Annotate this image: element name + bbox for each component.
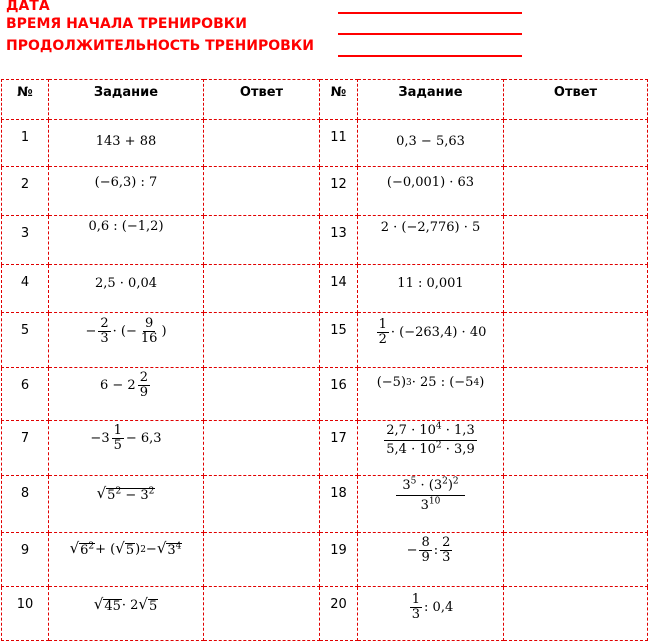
table-row [2, 533, 648, 587]
answer-cell[interactable] [504, 587, 648, 641]
answer-cell[interactable] [504, 265, 648, 313]
task-number: 10 [2, 587, 49, 641]
task-number: 18 [320, 476, 358, 533]
expr-part: : [433, 542, 439, 558]
start-time-label: ВРЕМЯ НАЧАЛА ТРЕНИРОВКИ [6, 16, 247, 32]
duration-label: ПРОДОЛЖИТЕЛЬНОСТЬ ТРЕНИРОВКИ [6, 38, 314, 54]
task-number: 1 [2, 120, 49, 167]
task-number: 20 [320, 587, 358, 641]
answer-cell[interactable] [204, 313, 320, 368]
date-label: ДАТА [6, 0, 50, 14]
task-number: 5 [2, 313, 49, 368]
task-expression [358, 313, 504, 368]
square-root: √ $5^2 - 3^2$ [96, 484, 155, 503]
task-expression: √ 45 · 2 √ 5 [49, 587, 204, 641]
radical-icon: √ [93, 595, 104, 613]
table-row [2, 368, 648, 421]
expr-part: 6 − 2 [100, 377, 136, 393]
expr-part: · (−263,4) · 40 [390, 324, 487, 340]
task-expression: (−6,3) : 7 [49, 167, 204, 216]
answer-cell[interactable] [204, 533, 320, 587]
fraction: $\frac{9}{16}$ [140, 316, 158, 346]
exercise-table [1, 79, 648, 641]
task-expression: 11 : 0,001 [358, 265, 504, 313]
fraction: $\frac{1}{5}$ [113, 423, 122, 453]
answer-cell[interactable] [504, 368, 648, 421]
task-expression [49, 313, 204, 368]
duration-underline-field[interactable] [338, 55, 522, 57]
expr-part: −3 [90, 430, 110, 446]
answer-cell[interactable] [504, 120, 648, 167]
fraction: $\frac{2}{3}$ [442, 535, 451, 565]
answer-cell[interactable] [504, 167, 648, 216]
answer-cell[interactable] [204, 476, 320, 533]
task-number: 14 [320, 265, 358, 313]
answer-cell[interactable] [204, 216, 320, 265]
task-expression: √ $6^2$ + ( √ 5 ) 2 − √ $3^4$ [49, 533, 204, 587]
expr-part: − [406, 542, 418, 558]
fraction: $\frac{1}{2}$ [378, 317, 387, 347]
answer-cell[interactable] [204, 265, 320, 313]
radical-icon: √ [156, 539, 167, 557]
fraction: $\frac{2}{9}$ [139, 370, 148, 400]
task-number: 9 [2, 533, 49, 587]
table-row [2, 216, 648, 265]
header-num-left: № [2, 80, 49, 120]
task-number: 11 [320, 120, 358, 167]
fraction: $\frac{8}{9}$ [421, 535, 430, 565]
task-expression [358, 533, 504, 587]
radical-icon: √ [138, 595, 148, 613]
task-expression: 0,3 − 5,63 [358, 120, 504, 167]
radical-icon: √ [69, 539, 80, 557]
square-root: √ $6^2$ [69, 539, 95, 558]
square-root: √ $3^4$ [156, 539, 182, 558]
table-row [2, 313, 648, 368]
answer-cell[interactable] [504, 476, 648, 533]
header-task-right: Задание [358, 80, 504, 120]
table-row [2, 476, 648, 533]
task-number: 7 [2, 421, 49, 476]
task-expression [49, 421, 204, 476]
fraction: $\frac{1}{3}$ [411, 592, 421, 622]
task-expression: 2,5 · 0,04 [49, 265, 204, 313]
fraction: $\frac{2}{3}$ [100, 316, 109, 346]
answer-cell[interactable] [204, 120, 320, 167]
square-root: √ 5 [138, 595, 158, 614]
radical-icon: √ [96, 484, 107, 502]
header-answer-right: Ответ [504, 80, 648, 120]
task-expression: 2 · (−2,776) · 5 [358, 216, 504, 265]
task-expression: (−5) 3 · 25 : (−5 4 ) [358, 368, 504, 421]
answer-cell[interactable] [504, 533, 648, 587]
answer-cell[interactable] [204, 421, 320, 476]
task-expression [358, 476, 504, 533]
fraction: $\frac{3^5 \cdot (3^2)^2}{3^{10}}$ [396, 479, 464, 512]
task-expression: 0,6 : (−1,2) [49, 216, 204, 265]
start-time-underline-field[interactable] [338, 33, 522, 35]
task-number: 6 [2, 368, 49, 421]
task-expression [49, 476, 204, 533]
date-underline-field[interactable] [338, 12, 522, 14]
expr-part: − 6,3 [125, 430, 162, 446]
task-expression: 143 + 88 [49, 120, 204, 167]
answer-cell[interactable] [204, 368, 320, 421]
task-number: 12 [320, 167, 358, 216]
answer-cell[interactable] [204, 587, 320, 641]
table-row [2, 120, 648, 167]
table-row [2, 167, 648, 216]
task-number: 16 [320, 368, 358, 421]
square-root: √ 5 [115, 539, 135, 558]
task-expression [358, 587, 504, 641]
expr-part: : 0,4 [424, 599, 454, 615]
task-number: 8 [2, 476, 49, 533]
task-number: 4 [2, 265, 49, 313]
task-expression: (−0,001) · 63 [358, 167, 504, 216]
answer-cell[interactable] [204, 167, 320, 216]
task-expression [358, 421, 504, 476]
expr-part: · (− [112, 323, 137, 339]
task-number: 13 [320, 216, 358, 265]
fraction: $\frac{2,7 \cdot 10^4 \cdot 1,3}{5,4 \cdot 10^2 \cdot 3,9}$ [386, 421, 475, 457]
header-answer-left: Ответ [204, 80, 320, 120]
square-root: √ 45 [93, 595, 121, 614]
header-num-right: № [320, 80, 358, 120]
answer-cell[interactable] [504, 313, 648, 368]
task-number: 15 [320, 313, 358, 368]
expr-part: ) [161, 323, 167, 339]
task-number: 19 [320, 533, 358, 587]
radical-icon: √ [115, 539, 125, 557]
answer-cell[interactable] [504, 216, 648, 265]
task-number: 17 [320, 421, 358, 476]
answer-cell[interactable] [504, 421, 648, 476]
table-header-row [2, 80, 648, 120]
expr-part: − [85, 323, 97, 339]
table-row [2, 265, 648, 313]
table-row [2, 587, 648, 641]
task-number: 3 [2, 216, 49, 265]
task-number: 2 [2, 167, 49, 216]
header-task-left: Задание [49, 80, 204, 120]
table-row [2, 421, 648, 476]
task-expression [49, 368, 204, 421]
